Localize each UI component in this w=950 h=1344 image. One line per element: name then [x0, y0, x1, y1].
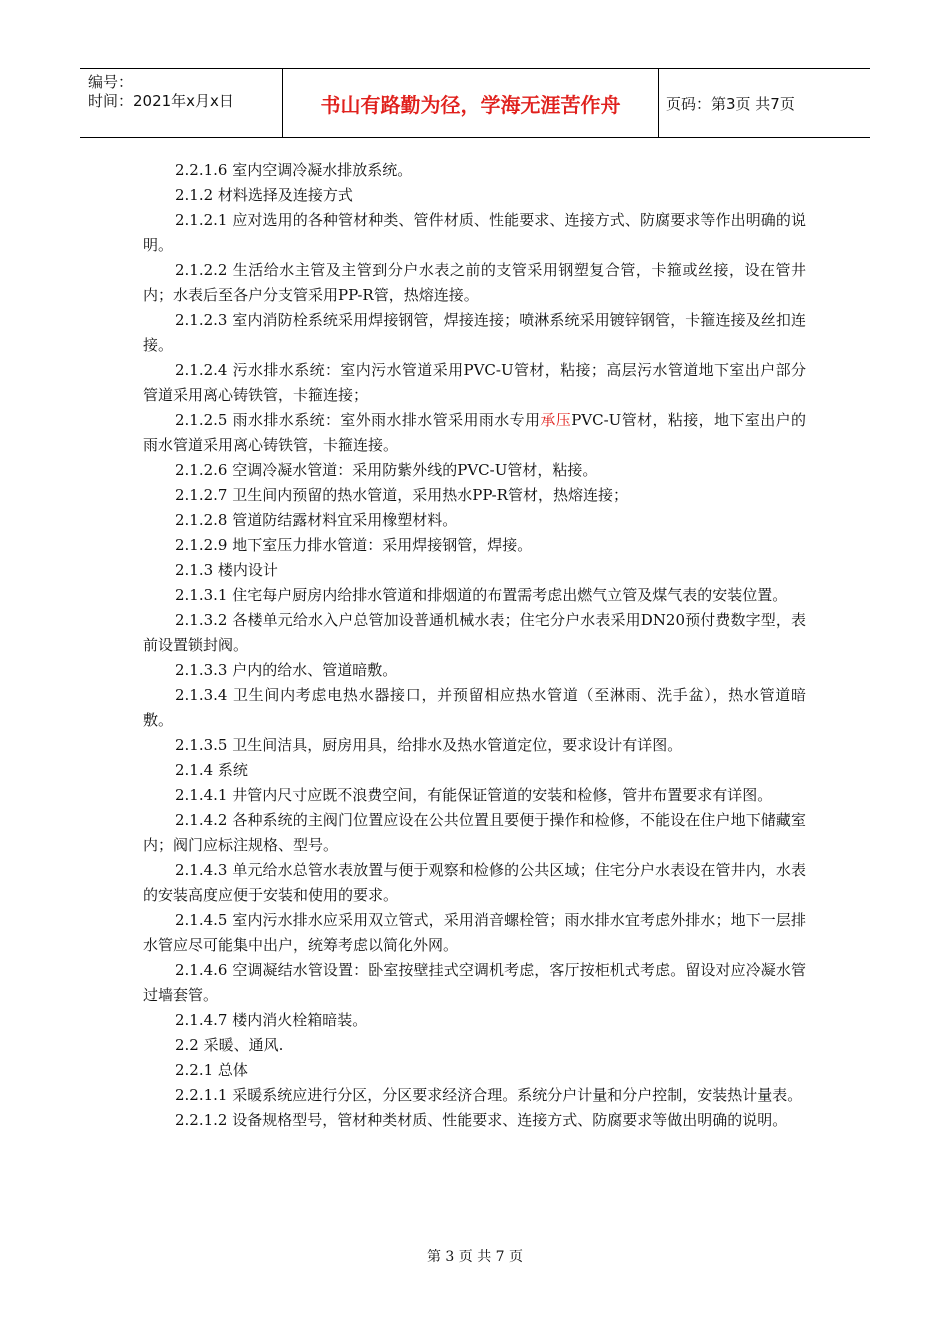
paragraph	[143, 408, 806, 458]
paragraph: 2.1.4.7 楼内消火栓箱暗装。	[175, 1011, 368, 1029]
paragraph: 2.1.3 楼内设计	[175, 561, 278, 579]
paragraph: 2.1.2.8 管道防结露材料宜采用橡塑材料。	[175, 511, 458, 529]
paragraph: 2.1.3.4 卫生间内考虑电热水器接口，并预留相应热水管道（至淋雨、洗手盆），热水管道暗敷。	[143, 686, 806, 729]
header-page-label: 页码：第3页 共7页	[666, 94, 795, 113]
paragraph: 2.1.2.9 地下室压力排水管道：采用焊接钢管，焊接。	[175, 536, 533, 554]
header-motto: 书山有路勤为径，学海无涯苦作舟	[283, 69, 659, 137]
paragraph: 2.1.4.3 单元给水总管水表放置与便于观察和检修的公共区域；住宅分户水表设在管井内，水表的安装高度应便于安装和使用的要求。	[143, 861, 806, 904]
paragraph: 2.1.2.3 室内消防栓系统采用焊接钢管，焊接连接；喷淋系统采用镀锌钢管，卡箍连接及丝扣连接。	[143, 311, 806, 354]
document-date-label: 时间：2021年x月x日	[88, 92, 234, 110]
page-footer: 第 3 页 共 7 页	[426, 1249, 524, 1265]
paragraph: 2.1.3.5 卫生间洁具，厨房用具，给排水及热水管道定位，要求设计有详图。	[175, 736, 683, 754]
paragraph-text: PVC-U管材，粘接，地下室出户的雨水管道采用离心铸铁管，卡箍连接。	[143, 411, 806, 454]
paragraph: 2.1.3.3 户内的给水、管道暗敷。	[175, 661, 398, 679]
paragraph: 2.1.2.1 应对选用的各种管材种类、管件材质、性能要求、连接方式、防腐要求等作出明确的说明。	[143, 211, 806, 254]
paragraph: 2.1.2.2 生活给水主管及主管到分户水表之前的支管采用钢塑复合管，卡箍或丝接，设在管井内；水表后至各户分支管采用PP-R管，热熔连接。	[143, 261, 806, 304]
paragraph: 2.1.2 材料选择及连接方式	[175, 186, 353, 204]
paragraph: 2.2 采暖、通风.	[175, 1036, 284, 1054]
paragraph: 2.1.4.2 各种系统的主阀门位置应设在公共位置且要便于操作和检修，不能设在住户地下储藏室内；阀门应标注规格、型号。	[143, 811, 806, 854]
paragraph: 2.1.2.4 污水排水系统：室内污水管道采用PVC-U管材，粘接；高层污水管道地下室出户部分管道采用离心铸铁管，卡箍连接；	[143, 361, 806, 404]
paragraph: 2.2.1.1 采暖系统应进行分区，分区要求经济合理。系统分户计量和分户控制，安装热计量表。	[175, 1086, 803, 1104]
paragraph: 2.2.1 总体	[175, 1061, 248, 1079]
paragraph: 2.1.4.5 室内污水排水应采用双立管式，采用消音螺栓管；雨水排水宜考虑外排水；地下一层排水管应尽可能集中出户，统筹考虑以简化外网。	[143, 911, 806, 954]
paragraph: 2.1.3.1 住宅每户厨房内给排水管道和排烟道的布置需考虑出燃气立管及煤气表的安装位置。	[175, 586, 788, 604]
paragraph: 2.2.1.2 设备规格型号，管材种类材质、性能要求、连接方式、防腐要求等做出明确的说明。	[175, 1111, 788, 1129]
header-meta-cell	[80, 69, 283, 137]
document-number-label: 编号：	[88, 73, 134, 91]
highlighted-text: 承压	[540, 411, 572, 429]
paragraph: 2.2.1.6 室内空调冷凝水排放系统。	[175, 161, 413, 179]
paragraph: 2.1.4 系统	[175, 761, 248, 779]
page-header	[80, 68, 870, 138]
paragraph-text: 2.1.2.5 雨水排水系统：室外雨水排水管采用雨水专用	[175, 411, 541, 429]
paragraph: 2.1.4.6 空调凝结水管设置：卧室按壁挂式空调机考虑，客厅按柜机式考虑。留设对应冷凝水管过墙套管。	[143, 961, 806, 1004]
paragraph: 2.1.2.6 空调冷凝水管道：采用防紫外线的PVC-U管材，粘接。	[175, 461, 598, 479]
paragraph: 2.1.2.7 卫生间内预留的热水管道，采用热水PP-R管材，热熔连接；	[175, 486, 628, 504]
paragraph: 2.1.4.1 井管内尺寸应既不浪费空间，有能保证管道的安装和检修，管井布置要求有详图。	[175, 786, 773, 804]
document-body	[143, 158, 806, 1133]
paragraph: 2.1.3.2 各楼单元给水入户总管加设普通机械水表；住宅分户水表采用DN20预付费数字型，表前设置锁封阀。	[143, 611, 806, 654]
